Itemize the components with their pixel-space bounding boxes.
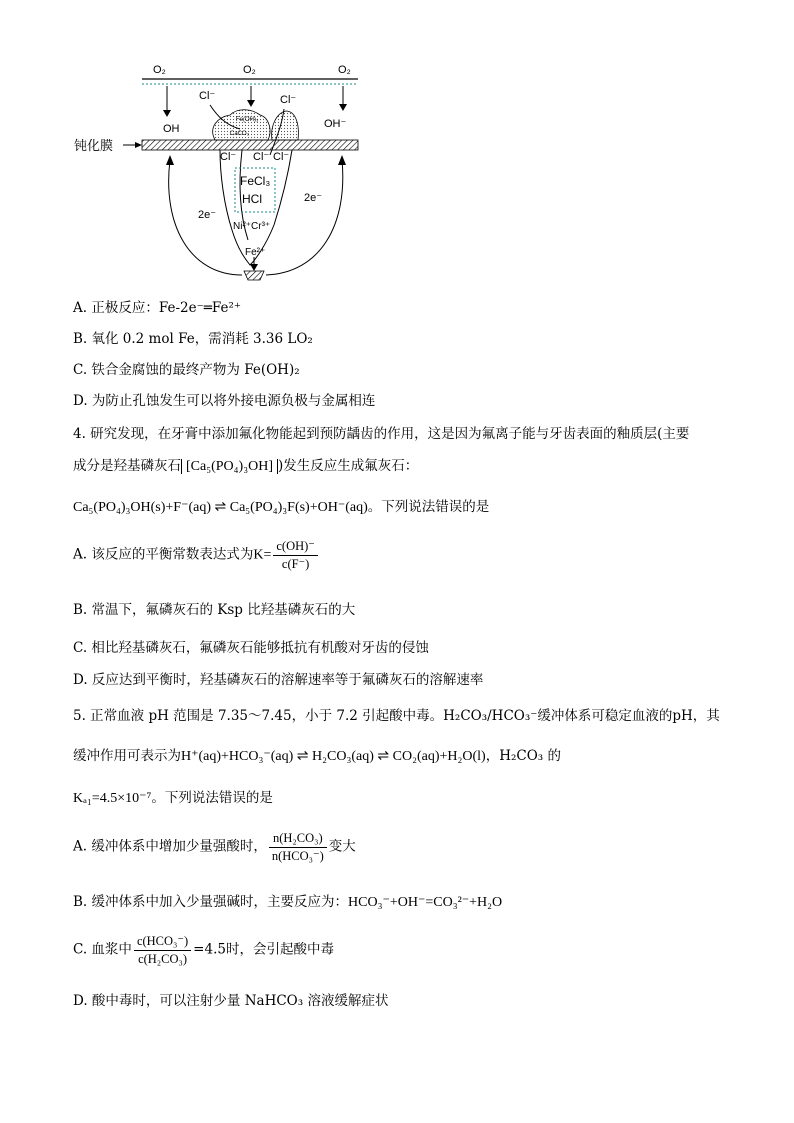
- q3-option-b: B. 氧化 0.2 mol Fe，需消耗 3.36 LO₂: [73, 331, 313, 347]
- cl-label: Cl⁻: [273, 151, 290, 163]
- q5-line2-suffix: ，H₂CO₃ 的: [485, 748, 561, 764]
- film-label: 钝化膜: [74, 138, 114, 153]
- q4-equation-line: [73, 501, 489, 515]
- q4-stem-line2: [73, 460, 418, 474]
- q4-a-numerator: c(OH)⁻: [273, 540, 318, 556]
- q5-ka: Kₐ₁=4.5×10⁻⁷: [73, 791, 152, 806]
- deposit-bottom-label: CaCO₃: [230, 131, 250, 137]
- q5-equation: H⁺(aq)+HCO₃⁻(aq) ⇌ H₂CO₃(aq) ⇌ CO₂(aq)+H₂O(l): [181, 749, 486, 764]
- deposit-cap: [272, 111, 299, 140]
- q4-equation: Ca₅(PO₄)₃OH(s)+F⁻(aq) ⇌ Ca₅(PO₄)₃F(s)+OH⁻(aq): [73, 500, 368, 515]
- q4-stem-line1: 4. 研究发现，在牙膏中添加氟化物能起到预防龋齿的作用，这是因为氟离子能与牙齿表面的釉质层(主要: [73, 426, 690, 442]
- q4-option-d: D. 反应达到平衡时，羟基磷灰石的溶解速率等于氟磷灰石的溶解速率: [73, 672, 484, 688]
- q5-line3-suffix: 。下列说法错误的是: [151, 790, 273, 806]
- q5-option-c-prefix: C. 血浆中: [73, 941, 132, 958]
- q5-a-numerator: n(H₂CO₃): [269, 832, 327, 848]
- pitting-corrosion-diagram: [70, 55, 370, 300]
- q4-option-a-prefix: A. 该反应的平衡常数表达式为: [73, 546, 254, 563]
- passive-film: [142, 140, 358, 150]
- o2-label: O₂: [153, 64, 166, 76]
- q3-option-d: D. 为防止孔蚀发生可以将外接电源负极与金属相连: [73, 393, 376, 409]
- q5-option-a-fraction: [269, 832, 327, 862]
- electron-left-label: 2e⁻: [198, 209, 217, 221]
- cl-label: Cl⁻: [199, 90, 216, 102]
- cl-label: Cl⁻: [280, 94, 297, 106]
- oh-left-label: OH: [163, 123, 180, 135]
- q3-option-a: A. 正极反应：Fe-2e⁻═Fe²⁺: [73, 300, 241, 316]
- q4-option-c: C. 相比羟基磷灰石，氟磷灰石能够抵抗有机酸对牙齿的侵蚀: [73, 640, 429, 656]
- q4-option-a-k: K=: [253, 547, 272, 563]
- o2-label: O₂: [338, 64, 351, 76]
- cl-label: Cl⁻: [220, 151, 237, 163]
- oh-right-label: OH⁻: [324, 118, 347, 130]
- electron-right-label: 2e⁻: [304, 192, 323, 204]
- q3-option-c: C. 铁合金腐蚀的最终产物为 Fe(OH)₂: [73, 362, 300, 378]
- o2-label: O₂: [243, 64, 256, 76]
- q5-option-c-fraction: [134, 935, 191, 965]
- q5-option-a-suffix: 变大: [328, 838, 356, 855]
- deposit-top-label: Fe(OH)₃: [236, 117, 259, 123]
- q5-option-b-prefix: B. 缓冲体系中加入少量强碱时，主要反应为：: [73, 894, 349, 910]
- q5-option-c-suffix: =4.5时，会引起酸中毒: [193, 941, 334, 958]
- q4-line2-suffix: )发生反应生成氟灰石：: [277, 458, 419, 474]
- q5-option-c: [73, 935, 334, 965]
- q4-line2-prefix: 成分是羟基磷灰石: [73, 458, 181, 474]
- q5-option-a: [73, 832, 356, 862]
- q4-option-b: B. 常温下，氟磷灰石的 Ksp 比羟基磷灰石的大: [73, 602, 356, 618]
- q5-stem-line1: 5. 正常血液 pH 范围是 7.35～7.45，小于 7.2 引起酸中毒。H₂CO₃/HCO₃⁻缓冲体系可稳定血液的pH，其: [73, 708, 720, 724]
- q4-equation-suffix: 。下列说法错误的是: [367, 499, 490, 515]
- box-line2: HCl: [242, 192, 262, 206]
- q5-stem-line2: [73, 750, 561, 764]
- q4-formula-text: Ca₅(PO₄)₃OH: [190, 459, 269, 474]
- cl-label: Cl⁻: [253, 151, 270, 163]
- fe-ion-label: Fe²⁺: [245, 247, 266, 258]
- ions-label: Ni²⁺Cr³⁺: [233, 221, 271, 232]
- q5-c-denominator: c(H₂CO₃): [138, 951, 188, 966]
- q5-option-b: [73, 896, 502, 910]
- anode-tip: [244, 271, 264, 280]
- q4-option-a: [73, 540, 320, 570]
- q5-option-a-prefix: A. 缓冲体系中增加少量强酸时，: [73, 838, 267, 855]
- q4-formula: [Ca₅(PO₄)₃OH]: [181, 459, 278, 474]
- q5-option-d: D. 酸中毒时，可以注射少量 NaHCO₃ 溶液缓解症状: [73, 993, 389, 1009]
- q5-c-numerator: c(HCO₃⁻): [134, 935, 191, 951]
- q4-option-a-fraction: [273, 540, 318, 570]
- box-line1: FeCl₃: [240, 174, 271, 188]
- q4-a-denominator: c(F⁻): [281, 556, 310, 571]
- q5-stem-line3: [73, 792, 273, 806]
- q5-line2-prefix: 缓冲作用可表示为: [73, 748, 181, 764]
- q5-option-b-equation: HCO₃⁻+OH⁻=CO₃²⁻+H₂O: [348, 895, 503, 910]
- q5-a-denominator: n(HCO₃⁻): [271, 848, 324, 863]
